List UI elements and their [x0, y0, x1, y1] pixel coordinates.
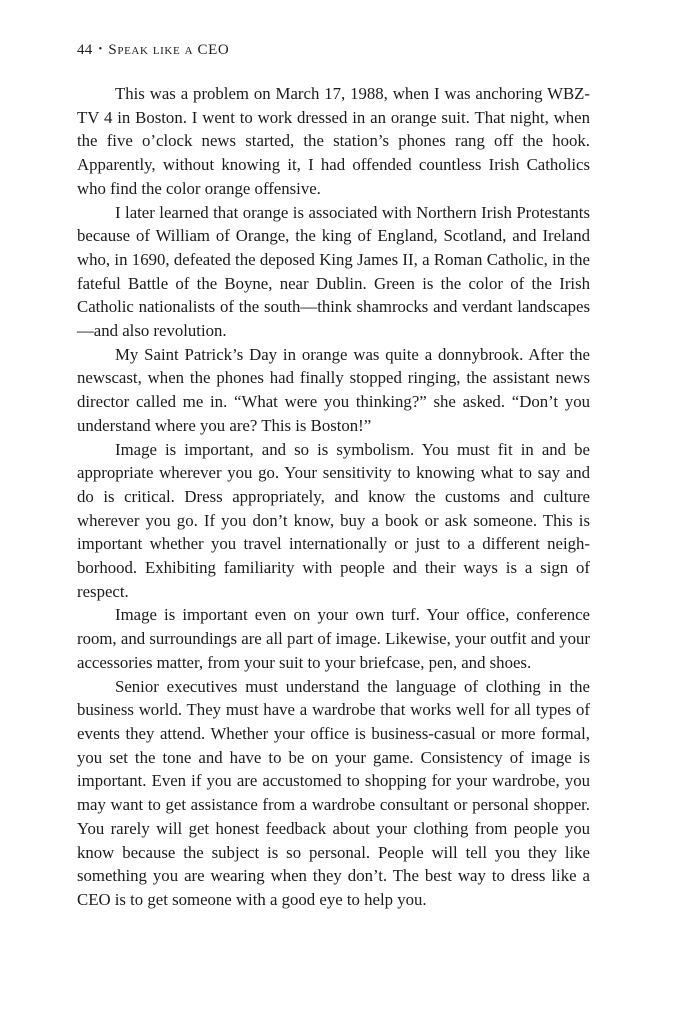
- book-page: [77, 40, 590, 912]
- paragraph: My Saint Patrick’s Day in orange was quite a donnybrook. After the newscast, when the phones had finally stopped ringing, the assistant news director called me in. “What were you thinking?” she asked. “Don’t you understand where you are? This is Boston!”: [77, 344, 590, 435]
- header-separator: •: [98, 44, 103, 55]
- book-title: Speak like a CEO: [108, 42, 230, 58]
- paragraph: Image is important, and so is symbolism. You must fit in and be appropriate wherever you go. Your sensitivity to knowing what to say and do is critical. Dress appropriately, and know the customs and culture wherever you go. If you don’t know, buy a book or ask someone. This is important whether you travel internationally or just to a different neighborhood. Exhibiting familiarity with people and their ways is a sign of respect.: [77, 439, 590, 601]
- paragraph: This was a problem on March 17, 1988, when I was anchoring WBZ-TV 4 in Boston. I went to work dressed in an orange suit. That night, when the five o’clock news started, the station’s phones rang off the hook. Apparently, without knowing it, I had offended countless Irish Catholics who find the color orange offensive.: [77, 84, 590, 198]
- paragraph: Senior executives must understand the language of clothing in the business world. They must have a wardrobe that works well for all types of events they attend. Whether your office is business-casual or more formal, you set the tone and have to be on your game. Consistency of image is important. Even if you are accustomed to shopping for your wardrobe, you may want to get assistance from a wardrobe consultant or personal shopper. You rarely will get honest feedback about your clothing from people you know because the subject is so personal. People will tell you they like something you are wearing when they don’t. The best way to dress like a CEO is to get someone with a good eye to help you.: [77, 676, 590, 909]
- paragraph: I later learned that orange is associated with Northern Irish Protestants because of William of Orange, the king of England, Scotland, and Ireland who, in 1690, defeated the deposed King James II, a Roman Catholic, in the fateful Battle of the Boyne, near Dublin. Green is the color of the Irish Catholic nationalists of the south—think shamrocks and verdant landscapes—and also revolution.: [77, 202, 590, 341]
- running-header: [77, 40, 590, 60]
- body-text: [77, 82, 590, 912]
- page-number: 44: [77, 42, 93, 58]
- paragraph: Image is important even on your own turf. Your office, conference room, and surroundings are all part of image. Likewise, your outfit and your accessories matter, from your suit to your briefcase, pen, and shoes.: [77, 605, 590, 672]
